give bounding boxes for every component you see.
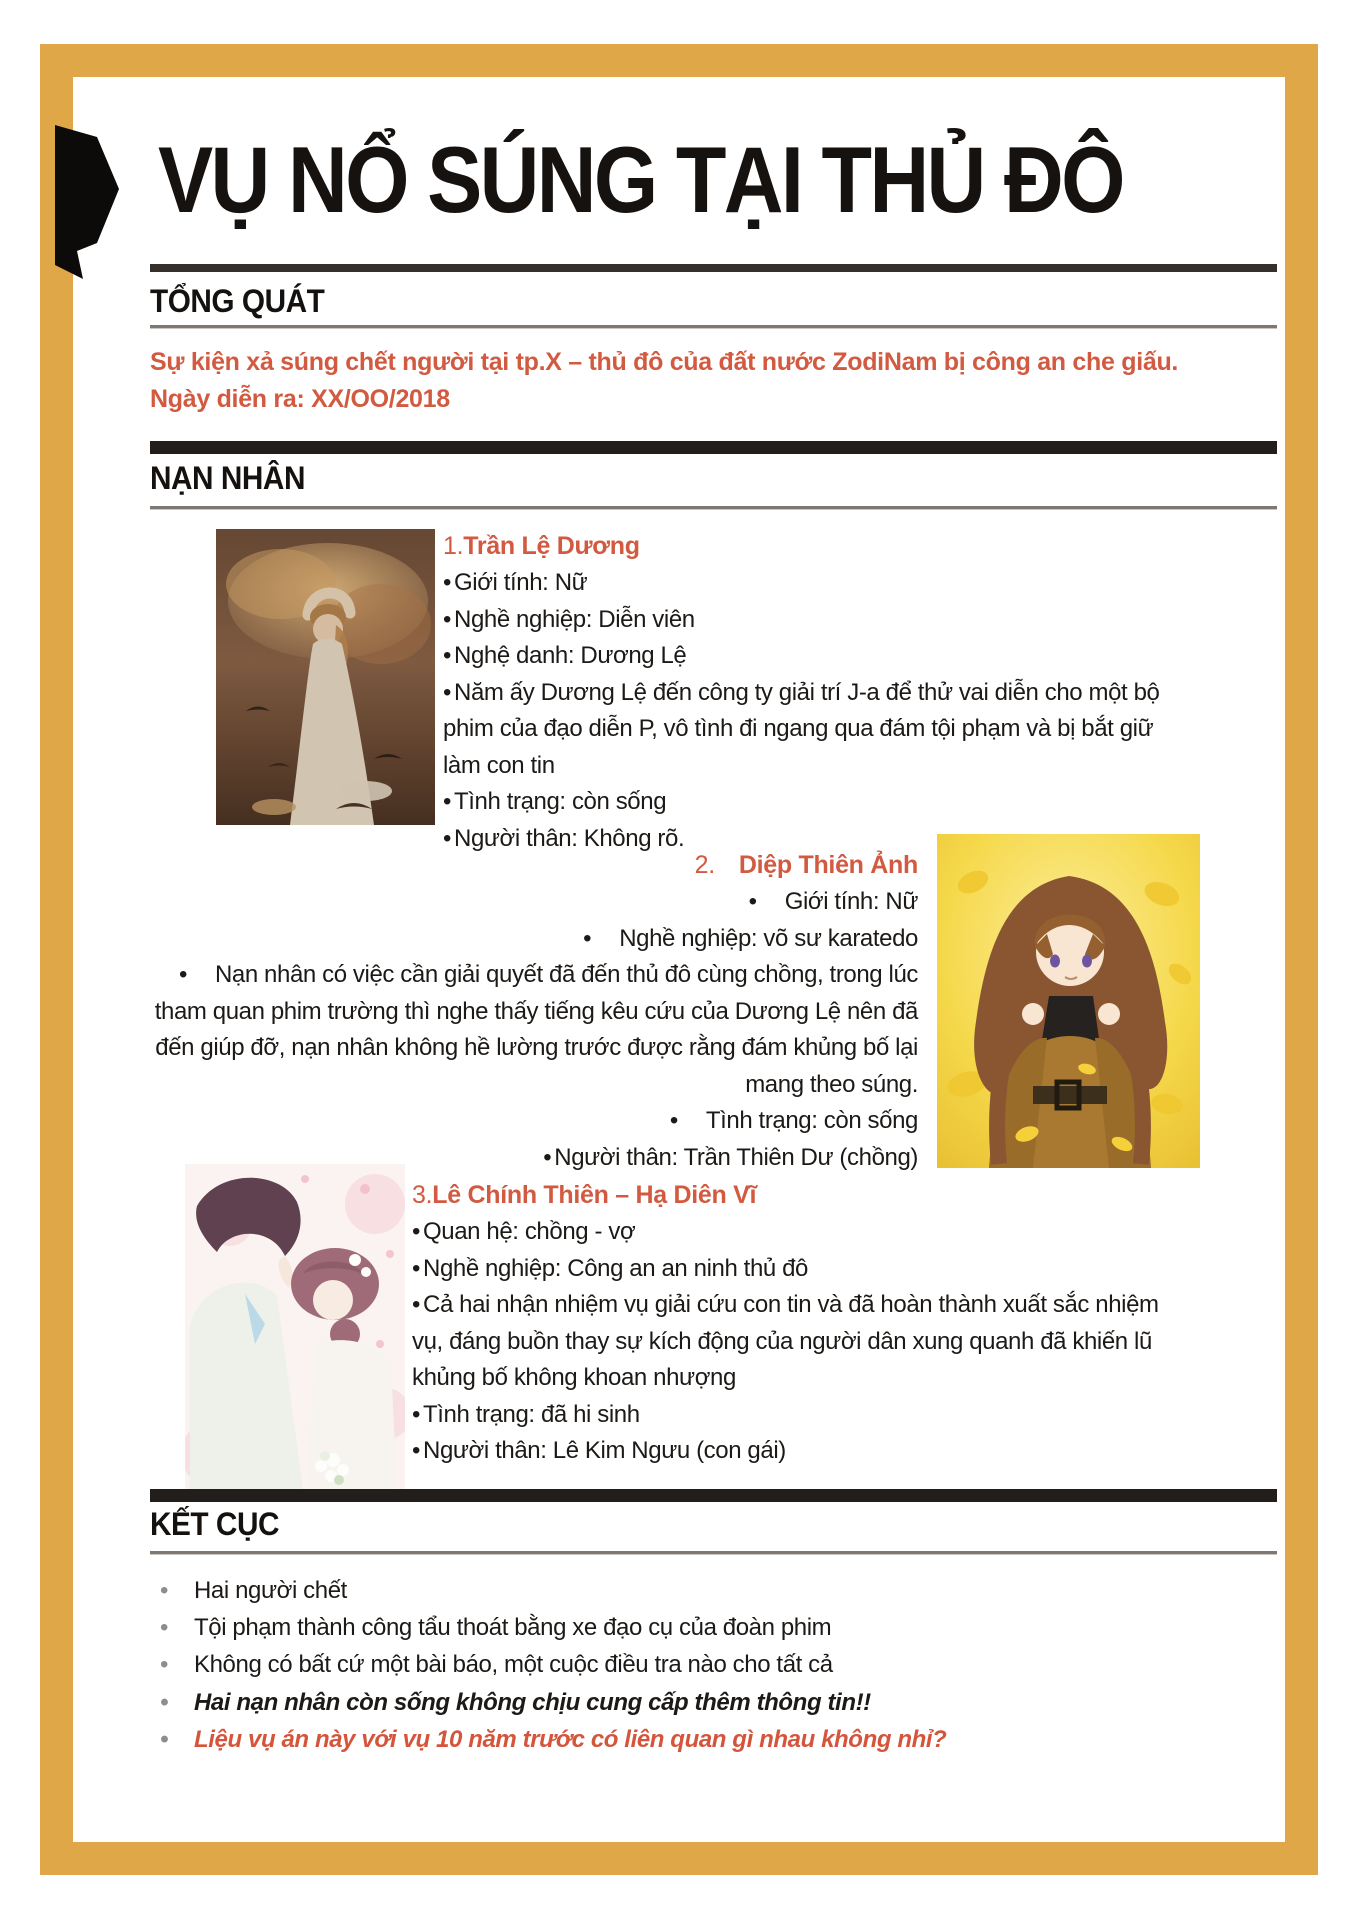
outcome-item-emphasized: • Hai nạn nhân còn sống không chịu cung cấp thêm thông tin!! (150, 1684, 1240, 1721)
victim3-number: 3. (412, 1181, 433, 1209)
victim1-photo (216, 529, 435, 825)
overview-summary (150, 344, 1277, 418)
victim2-title (140, 847, 918, 884)
victim3-detail: • Cả hai nhận nhiệm vụ giải cứu con tin và đã hoàn thành xuất sắc nhiệm vụ, đáng buồn thay sự kích động của người dân xung quanh đã khiến lũ khủng bố không khoan nhượng (412, 1287, 1188, 1397)
victim2-detail: • Tình trạng: còn sống (140, 1103, 918, 1140)
victim2-photo (937, 834, 1200, 1168)
victim2-number: 2. (694, 851, 715, 879)
victim2-detail: • Nạn nhân có việc cần giải quyết đã đến thủ đô cùng chồng, trong lúc tham quan phim trường thì nghe thấy tiếng kêu cứu của Dương Lệ nên đã đến giúp đỡ, nạn nhân không hề lường trước được rằng đám khủng bố lại mang theo súng. (140, 957, 918, 1103)
title-underline (150, 264, 1277, 272)
victim3-detail: • Quan hệ: chồng - vợ (412, 1214, 1188, 1251)
outcome-rule (150, 1551, 1277, 1555)
outcome-item: • Tội phạm thành công tẩu thoát bằng xe đạo cụ của đoàn phim (150, 1609, 1240, 1646)
overview-rule (150, 325, 1277, 329)
outcome-list (150, 1572, 1240, 1758)
victim1-number: 1. (443, 532, 464, 560)
victim1-block (443, 528, 1190, 857)
victim2-name: Diệp Thiên Ảnh (738, 851, 918, 879)
section-heading-overview: TỔNG QUÁT (150, 283, 325, 319)
victim2-details (140, 884, 918, 1176)
victim3-detail: • Nghề nghiệp: Công an an ninh thủ đô (412, 1251, 1188, 1288)
section-heading-outcome: KẾT CỤC (150, 1506, 280, 1542)
victim1-detail: • Nghề nghiệp: Diễn viên (443, 602, 1190, 639)
victim3-block (412, 1177, 1188, 1470)
black-ribbon-icon (55, 121, 125, 286)
victim1-detail: • Nghệ danh: Dương Lệ (443, 638, 1190, 675)
victim2-detail: • Nghề nghiệp: võ sư karatedo (140, 921, 918, 958)
victim3-name: Lê Chính Thiên – Hạ Diên Vĩ (432, 1181, 757, 1209)
section-heading-victims: NẠN NHÂN (150, 460, 305, 496)
victim1-details (443, 565, 1190, 857)
outcome-item-question: • Liệu vụ án này với vụ 10 năm trước có liên quan gì nhau không nhỉ? (150, 1721, 1240, 1758)
victim1-title (443, 528, 1190, 565)
victim1-name: Trần Lệ Dương (463, 532, 640, 560)
victim2-detail: • Giới tính: Nữ (140, 884, 918, 921)
outcome-item: • Không có bất cứ một bài báo, một cuộc điều tra nào cho tất cả (150, 1646, 1240, 1683)
victim3-title (412, 1177, 1188, 1214)
victim1-detail: • Tình trạng: còn sống (443, 784, 1190, 821)
summary-line-1: Sự kiện xả súng chết người tại tp.X – thủ đô của đất nước ZodiNam bị công an che giấu. (150, 348, 1179, 376)
victims-top-bar (150, 441, 1277, 454)
victim2-detail: • Người thân: Trần Thiên Dư (chồng) (140, 1140, 918, 1177)
victim3-detail: • Người thân: Lê Kim Ngưu (con gái) (412, 1433, 1188, 1470)
outcome-top-bar (150, 1489, 1277, 1502)
victim3-detail: • Tình trạng: đã hi sinh (412, 1397, 1188, 1434)
victim1-detail: • Giới tính: Nữ (443, 565, 1190, 602)
page-title: VỤ NỔ SÚNG TẠI THỦ ĐÔ (158, 127, 1123, 232)
summary-line-2: Ngày diễn ra: XX/OO/2018 (150, 385, 450, 413)
victim3-details (412, 1214, 1188, 1470)
victim1-detail: • Năm ấy Dương Lệ đến công ty giải trí J-a để thử vai diễn cho một bộ phim của đạo diễn P, vô tình đi ngang qua đám tội phạm và bị bắt giữ làm con tin (443, 675, 1190, 785)
victim1-detail: • Người thân: Không rõ. (443, 821, 1190, 858)
outcome-item: • Hai người chết (150, 1572, 1240, 1609)
victim3-photo (185, 1164, 405, 1490)
victim2-block (140, 847, 918, 1176)
victims-rule (150, 506, 1277, 510)
